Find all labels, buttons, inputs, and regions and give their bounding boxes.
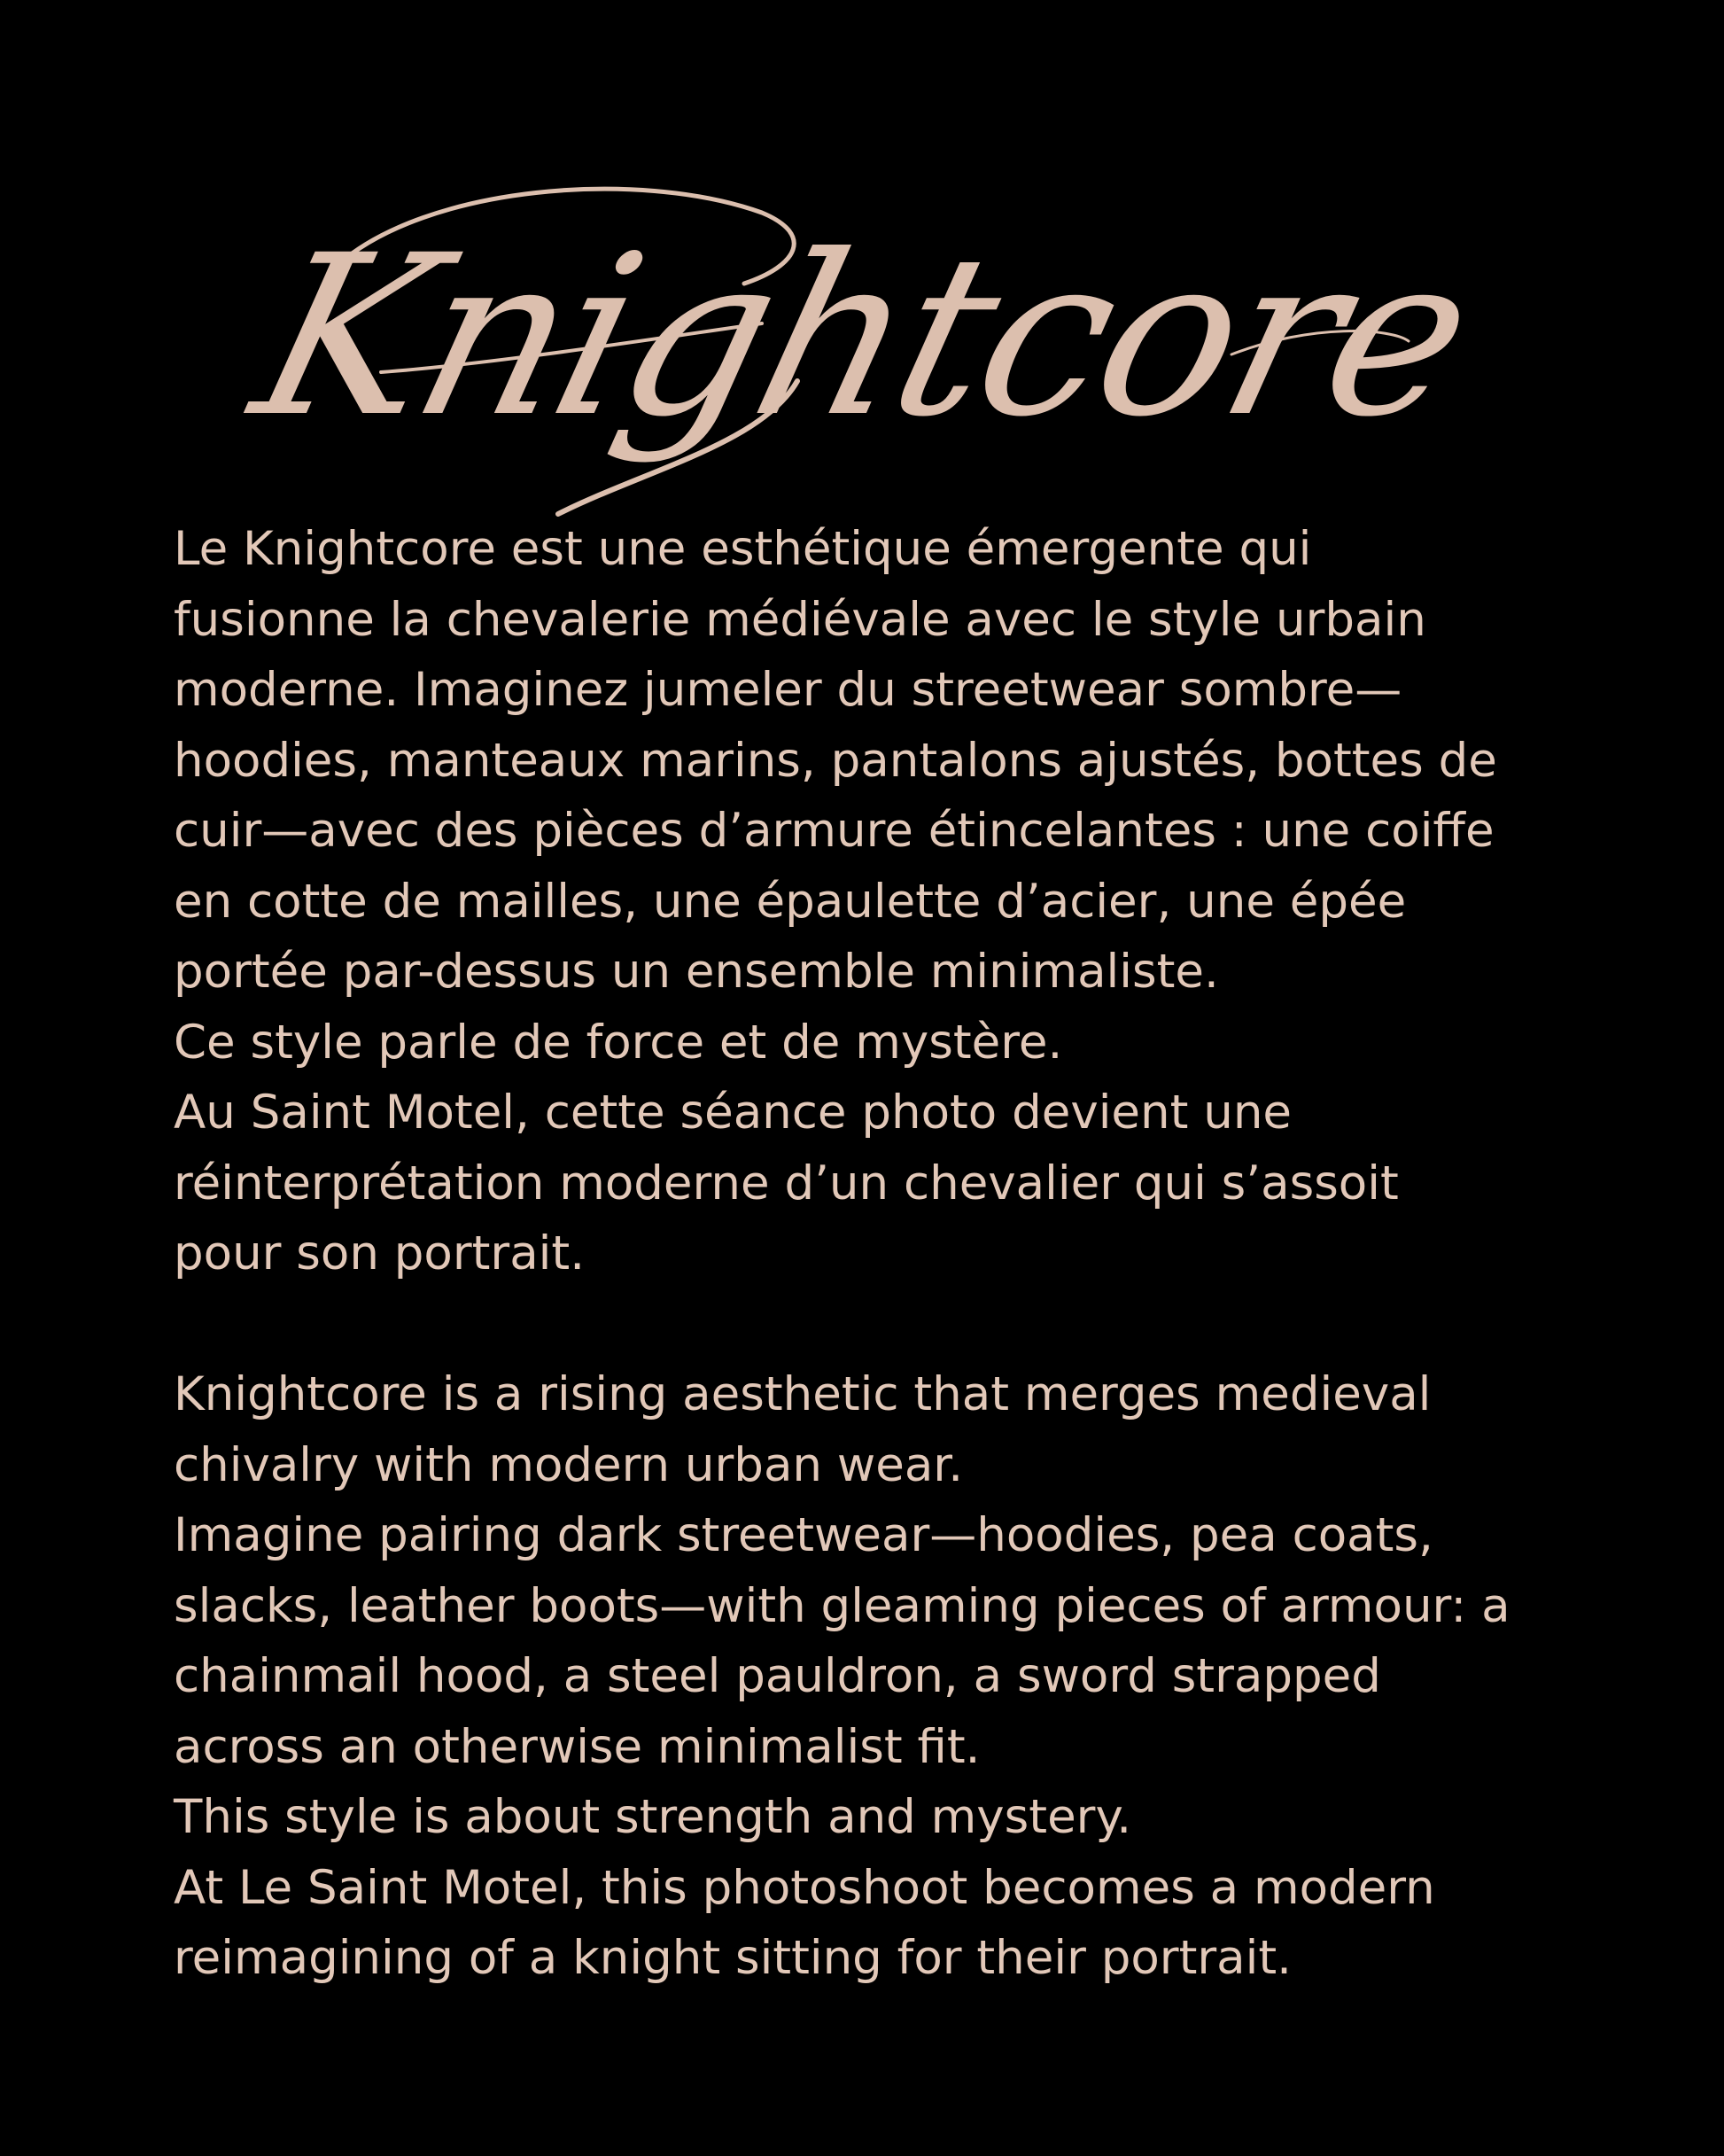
- french-line: fusionne la chevalerie médiévale avec le style urbain: [174, 592, 1426, 647]
- english-line: slacks, leather boots—with gleaming pieces of armour: a: [174, 1578, 1510, 1633]
- english-line: At Le Saint Motel, this photoshoot becomes a modern: [174, 1860, 1435, 1915]
- english-line: This style is about strength and mystery.: [174, 1790, 1132, 1844]
- french-line: portée par-dessus un ensemble minimaliste.: [174, 945, 1219, 999]
- french-line: cuir—avec des pièces d’armure étincelantes : une coiffe: [174, 804, 1495, 858]
- french-line: hoodies, manteaux marins, pantalons ajustés, bottes de: [174, 733, 1497, 788]
- english-line: chivalry with modern urban wear.: [174, 1437, 964, 1492]
- french-line: réinterprétation moderne d’un chevalier qui s’assoit: [174, 1156, 1399, 1210]
- french-line: pour son portrait.: [174, 1226, 586, 1280]
- french-line: Ce style parle de force et de mystère.: [174, 1015, 1063, 1070]
- english-line: Knightcore is a rising aesthetic that merges medieval: [174, 1367, 1432, 1421]
- paragraph-spacer: [174, 1289, 1556, 1360]
- title-block: [233, 151, 1492, 541]
- page-title: Knightcore: [233, 207, 1492, 465]
- english-line: chainmail hood, a steel pauldron, a sword strapped: [174, 1649, 1381, 1703]
- french-line: Au Saint Motel, cette séance photo devient une: [174, 1086, 1293, 1140]
- english-line: Imagine pairing dark streetwear—hoodies, pea coats,: [174, 1508, 1433, 1562]
- english-paragraph: [174, 1359, 1556, 1994]
- french-line: Le Knightcore est une esthétique émergente qui: [174, 522, 1312, 576]
- french-line: moderne. Imaginez jumeler du streetwear sombre—: [174, 663, 1402, 717]
- french-paragraph: [174, 514, 1556, 1289]
- body-text: [174, 514, 1556, 1994]
- english-line: across an otherwise minimalist fit.: [174, 1719, 981, 1774]
- french-line: en cotte de mailles, une épaulette d’acier, une épée: [174, 874, 1407, 929]
- english-line: reimagining of a knight sitting for their portrait.: [174, 1931, 1292, 1985]
